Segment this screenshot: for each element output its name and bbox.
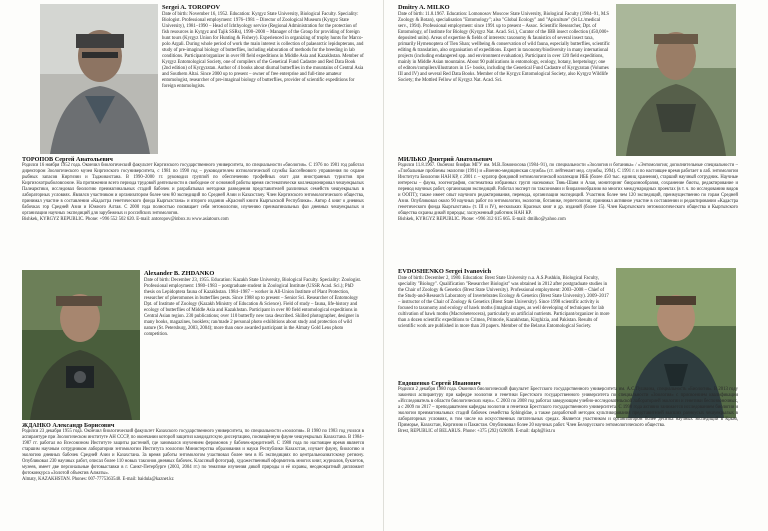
bio-text-ru: Родился 2 декабря 1980 года. Окончил биологический факультет Брестского государственного университета им. А.С.Пушкина, специальность «Биология». В 2013 году закончил аспирантуру при кафедре зоологии и генетики Брестского государственного университета по специальности «Зоология» с присвоением квалификации «Исследователь в области биологических наук». С 2003 по 2008 год работал заведующим учебно-исследовательской лабораторией экологии и генетики беспозвоночных, а с 2009 по 2017 – преподавателем кафедры зоологии и генетики Брестского государственного университета. С 1998 года активно занимается исследованием биологии и экологии преимагинальных стадий бабочек семейства Sphingidae, а также разработкой методик культивирования представителей высших разноусых чешуекрылых в лабораторных условиях, в том числе на искусственных питательных средах. Является участником и организатором более десятка научных экспедиций в Крым, Приморье, Казахстан, Киргизию и Пакистан. Опубликовал более 20 научных работ. Член Белорусского энтомологического общества. bbox=[398, 387, 738, 428]
person-name: EVDOSHENKO Sergei Ivanovich bbox=[398, 268, 492, 275]
person-name-ru: ТОРОПОВ Сергей Анатольевич bbox=[22, 156, 113, 163]
entry-milko-ru bbox=[398, 156, 738, 264]
contact-line: Bishkek, KYRGYZ REPUBLIC. Phone: +996 552 502 620. E-mail: antoropov@inbox.ru www.asiatours.com bbox=[22, 216, 229, 222]
entry-evdoshenko-en bbox=[398, 268, 610, 378]
portrait-photo-milko bbox=[616, 4, 736, 156]
person-name: Alexander B. ZHDANKO bbox=[144, 270, 215, 277]
entry-zhdanko-ru bbox=[22, 422, 364, 528]
bio-text: Date of birth: December 23, 1955. Education: Kazakh State University, Biological Faculty. Speciality: Zoologist. Professional employment: 1980–1983 – postgraduate student in Zoological Institute (USSR Acad. Sci.); PhD thesis on Lepidoptera fauna of Kazakhstan. 1984–1987 – worker in All-Union Institute of Plant Protection, researcher of pheromones in butterflies pests. Since 1988 up to present – Senior Sci. Researcher of Entomology Dpt. of Institute of Zoology (Kazakh Ministry of Education & Science). Field of study – fauna, life-history and ecology of butterflies of Middle Asia and Kazakhstan. Participant in over 80 field entomological expeditions in Central Asian region. 230 publications; over 110 butterfly new taxa described. Skilled photographer, designer in many books, magazines, booklets; ran/made 2 personal photo exhibitions about study and protection of wild nature (St. Petersburg, 2003, 2004); more than once awarded participant in the Almaty Gold Lens photo competition. bbox=[144, 277, 362, 337]
person-name-ru: Евдошенко Сергей Иванович bbox=[398, 380, 481, 387]
person-name: Dmitry A. MILKO bbox=[398, 4, 450, 11]
page-right bbox=[384, 0, 768, 531]
contact-line: Brest, REPUBLIC of BELARUS. Phone: +375 (292) 020699. E-mail: daph@list.ru bbox=[398, 428, 556, 434]
person-name-ru: МИЛЬКО Дмитрий Анатольевич bbox=[398, 156, 493, 163]
bio-text-ru: Родился 16 ноября 1952 года. Окончил биологический факультет Киргизского государственного университета, по специальности «биология». С 1976 по 1981 год работал директором Зоологического музея Киргизского госуниверситета, с 1981 по 1990 год – руководителем ихтиологической службы Бассейнового управления по охране рыбных запасов Киргизии и Таджикистана. В 1990–2000 гг. руководил группой по обеспечению трофейных охот для иностранных туристов при Киргизохотрыболовсоюзе. На протяжении всего периода трудовой деятельности в свободное от основной работы время систематически коллекционировал чешуекрылых Палеарктики, исследовал биологию преимагинальных стадий бабочек и разрабатывал методики разведения представителей различных семейств чешуекрылых в лабораторных условиях. Являлся участником и организатором более чем 80 экспедиций по Средней Азии и Казахстану. Член Киргизского энтомологического общества, принимал участие в составлении «Кадастра генетического фонда Кыргызстана» и второго издания «Красной книги Кыргызской Республики». Автор 4 книг о дневных бабочках гор Средней Азии и Южного Алтая. С 2000 года полностью посвящает себя энтомологии, изучению преимагинальных фаз дневных чешуекрылых и организации научных экспедиций для зарубежных и российских энтомологов. bbox=[22, 163, 364, 216]
entry-evdoshenko-ru bbox=[398, 380, 738, 528]
bio-text: Date of birth: November 16, 1952. Education: Kyrgyz State University, Biological Faculty. Speciality: Biologist. Professional employment: 1976–1981 – Director of Zoological Museum (Kyrgyz State University), 1981–1990 – Head of Ichthyology service (Regional Administration for the protection of fish resources in Kyrgyz and Tajik SSRs), 1990–2000 – Manager of the Group for providing of foreign hunt tours (Kyrgyz Union for Hunting & Fishery). Experienced in organizing of trophy hunts for Marco-polo Argali. During whole period of work the main interest is collection of palaearctic lepidopterans, and study of pre-imaginal biology of butterflies, including elaboration of methods for the breeding in lab conditions. Participant/organizer in over 80 field expeditions in Middle Asia and Kazakhstan. Member of Kyrgyz Entomological Society, one of compilers of the Genetical Fund Cadastre and Red Data Book (2nd edition) of Kyrgyzstan. Author of 4 books about diurnal butterflies in the mountains of Central Asia and Southern Altai. Since 2000 up to present – owner of free enterprise and full-time amateur entomologist, researcher of pre-imaginal biology of butterflies, provider of scientific expeditions for foreign entomologists. bbox=[162, 11, 364, 89]
person-name: Sergei A. TOROPOV bbox=[162, 4, 221, 11]
entry-zhdanko-en bbox=[144, 270, 364, 420]
contact-line: Almaty, KAZAKHSTAN. Phones: 007-7775363548. E-mail: baidula@kaznet.kz bbox=[22, 476, 174, 482]
entry-toropov-en bbox=[162, 4, 364, 154]
entry-toropov-ru bbox=[22, 156, 364, 266]
portrait-photo-toropov bbox=[40, 4, 158, 154]
contact-line: Bishkek, KYRGYZ REPUBLIC. Phone: +996 312 615 665. E-mail: dmilko@yahoo.com bbox=[398, 216, 566, 222]
entry-milko-en bbox=[398, 4, 610, 154]
person-name-ru: ЖДАНКО Александр Борисович bbox=[22, 422, 115, 429]
bio-text-ru: Родился 23 декабря 1955 года. Окончил биологический факультет Казахского государственного университета, по специальности «зоология». В 1980 по 1983 год учился в аспирантуре при Зоологическом институте АН СССР, по окончании которой защитил кандидатскую диссертацию, посвящённую фауне чешуекрылых Казахстана. В 1984–1987 гг. работал во Всесоюзном Институте защиты растений, где занимался изучением феромонов у бабочек-вредителей. С 1988 года по настоящее время является старшим научным сотрудником лаборатории энтомологии Института зоологии Министерства образования и науки Республики Казахстан, изучает фауну, биологию и экологию дневных бабочек Средней Азии и Казахстана. За время работы энтомологом участвовал более чем в 85 экспедициях по центральноазиатскому региону. Опубликовал 230 научных работ, описал более 110 новых таксонов дневных бабочек. Классный фотограф, художественный оформитель многих книг, журналов, буклетов, музеев, имеет две персональные фотовыставки в г. Санкт-Петербурге (2003, 2004 гг.) по тематике изучения дикой природы и её охраны, неоднократный дипломант фотоконкурса «Золотой объектив Алматы». bbox=[22, 429, 364, 476]
portrait-photo-zhdanko bbox=[22, 270, 140, 420]
bio-text: Date of birth: December 2, 1980. Education: Brest State University n.a. A.S.Pushkin, Biological Faculty, speciality "Biology". Qualification "Researcher Biologist" was obtained in 2012 after postgraduate studies in the Chair of Zoology & Genetics (Brest State University). Professional employment: 2003–2008 – Chief of the Study-and-Research Laboratory of Invertebrates Ecology & Genetics (Brest State University). 2009–2017 – instructor of the Chair of Zoology & Genetics (Brest State University). Since 1998 scientific activity is focused to taxonomy and ecology of hawk moths (imaginal stages, as well developing of techniques for lab cultivation of hawk moths (Macroheterocera), particularly on artificial nutrients. Participant/organizer in more than a dozen scientific expeditions to Crimea, Primorie, Kazakhstan, Kirghizia, and Pakistan. Results of scientific work are published in more than 20 papers. Member of the Belarus Entomological Society. bbox=[398, 275, 610, 329]
bio-text: Date of birth: 11.8.1967. Education: Lomonosov Moscow State University, Biological Faculty (1984–91, M.S Zoology & Botan), specialisation "Entomology"; also "Global Ecology" and "Apiculture" (St Lt./medical serv., 1994). Professional employment: since 1991 up to present – Assoc. Scientific Researcher, Dpt. of Entomology, of Institute for Biology (Kyrgyz Nat. Acad. Sci.), Curator of the IBB insect collection (450,000+ deposited units). Areas of expertise & fields of interests: taxonomy & faunistics of several insect taxa, primarily Hymenoptera of Tien Shan; wellbeing & conservation of wild fauna, especially butterflies, scientific editing & translation, also organisation of expeditions. Expert in taxonomy/biodiversity in many international projects (including endangered spp. and environment evaluation). Participant in over 120 field expeditions, mainly in Middle Asian mountains. About 90 publications in entomology, ecology, botany, herpetology; one of editors/compilers/illustrators in 15+ books, including the Genetical Fund Cadastre of Kyrgyzstan (Volumes III and IV) and several Red Data Books. Member of the Kyrgyz Entomological Society, also Kyrgyz Wildlife Society; the Mottled Fellow of Kyrgyz Nat. Acad. Sci. bbox=[398, 11, 610, 83]
bio-text-ru: Родился 11.8.1967. Окончил биофак МГУ им. М.В.Ломоносова (1984–91), по специальности «Зоология и ботаника» / «Энтомология; дополнительные специальности – «Глобальные проблемы экологии (1991) и «Военно-медицинская служба» (ст. лейтенант мед. службы, 1994). С 1991 г. и по настоящее время работает в лаб. энтомологии Института Биологии НАН КР, с 2001 г. – куратор фондовой энтомологической коллекции ИББ (более 450 тыс. единиц хранения), старший научный сотрудник. Научные интересы – фауна, зоогеография, систематика избранных групп насекомых Тянь-Шаня и Алая, мониторинг биоразнообразия, сохранение биоты, редактирование и перевод научных работ, организация экспедиций. Работал эксперт по таксономии и биоразнообразию во многих международных проектах (в т. ч. по исследованию видов и ООПТ); также имеет опыт научного редактирования, перевода, организации экспедиций. Участник более чем 120 экспедиций, преимущественно по горам Средней Азии. Опубликовал около 90 научных работ по энтомологии, экологии, ботанике, герпетологии; принимал активное участие в составлении и редактировании «Кадастра генетического фонда Кыргызстана» (т. III и IV), нескольких Красных книг и др. изданий (более 15). Член Кыргызского энтомологического общества и Кыргызского общества охраны дикой природы; заслуженный работник НАН КР. bbox=[398, 163, 738, 216]
